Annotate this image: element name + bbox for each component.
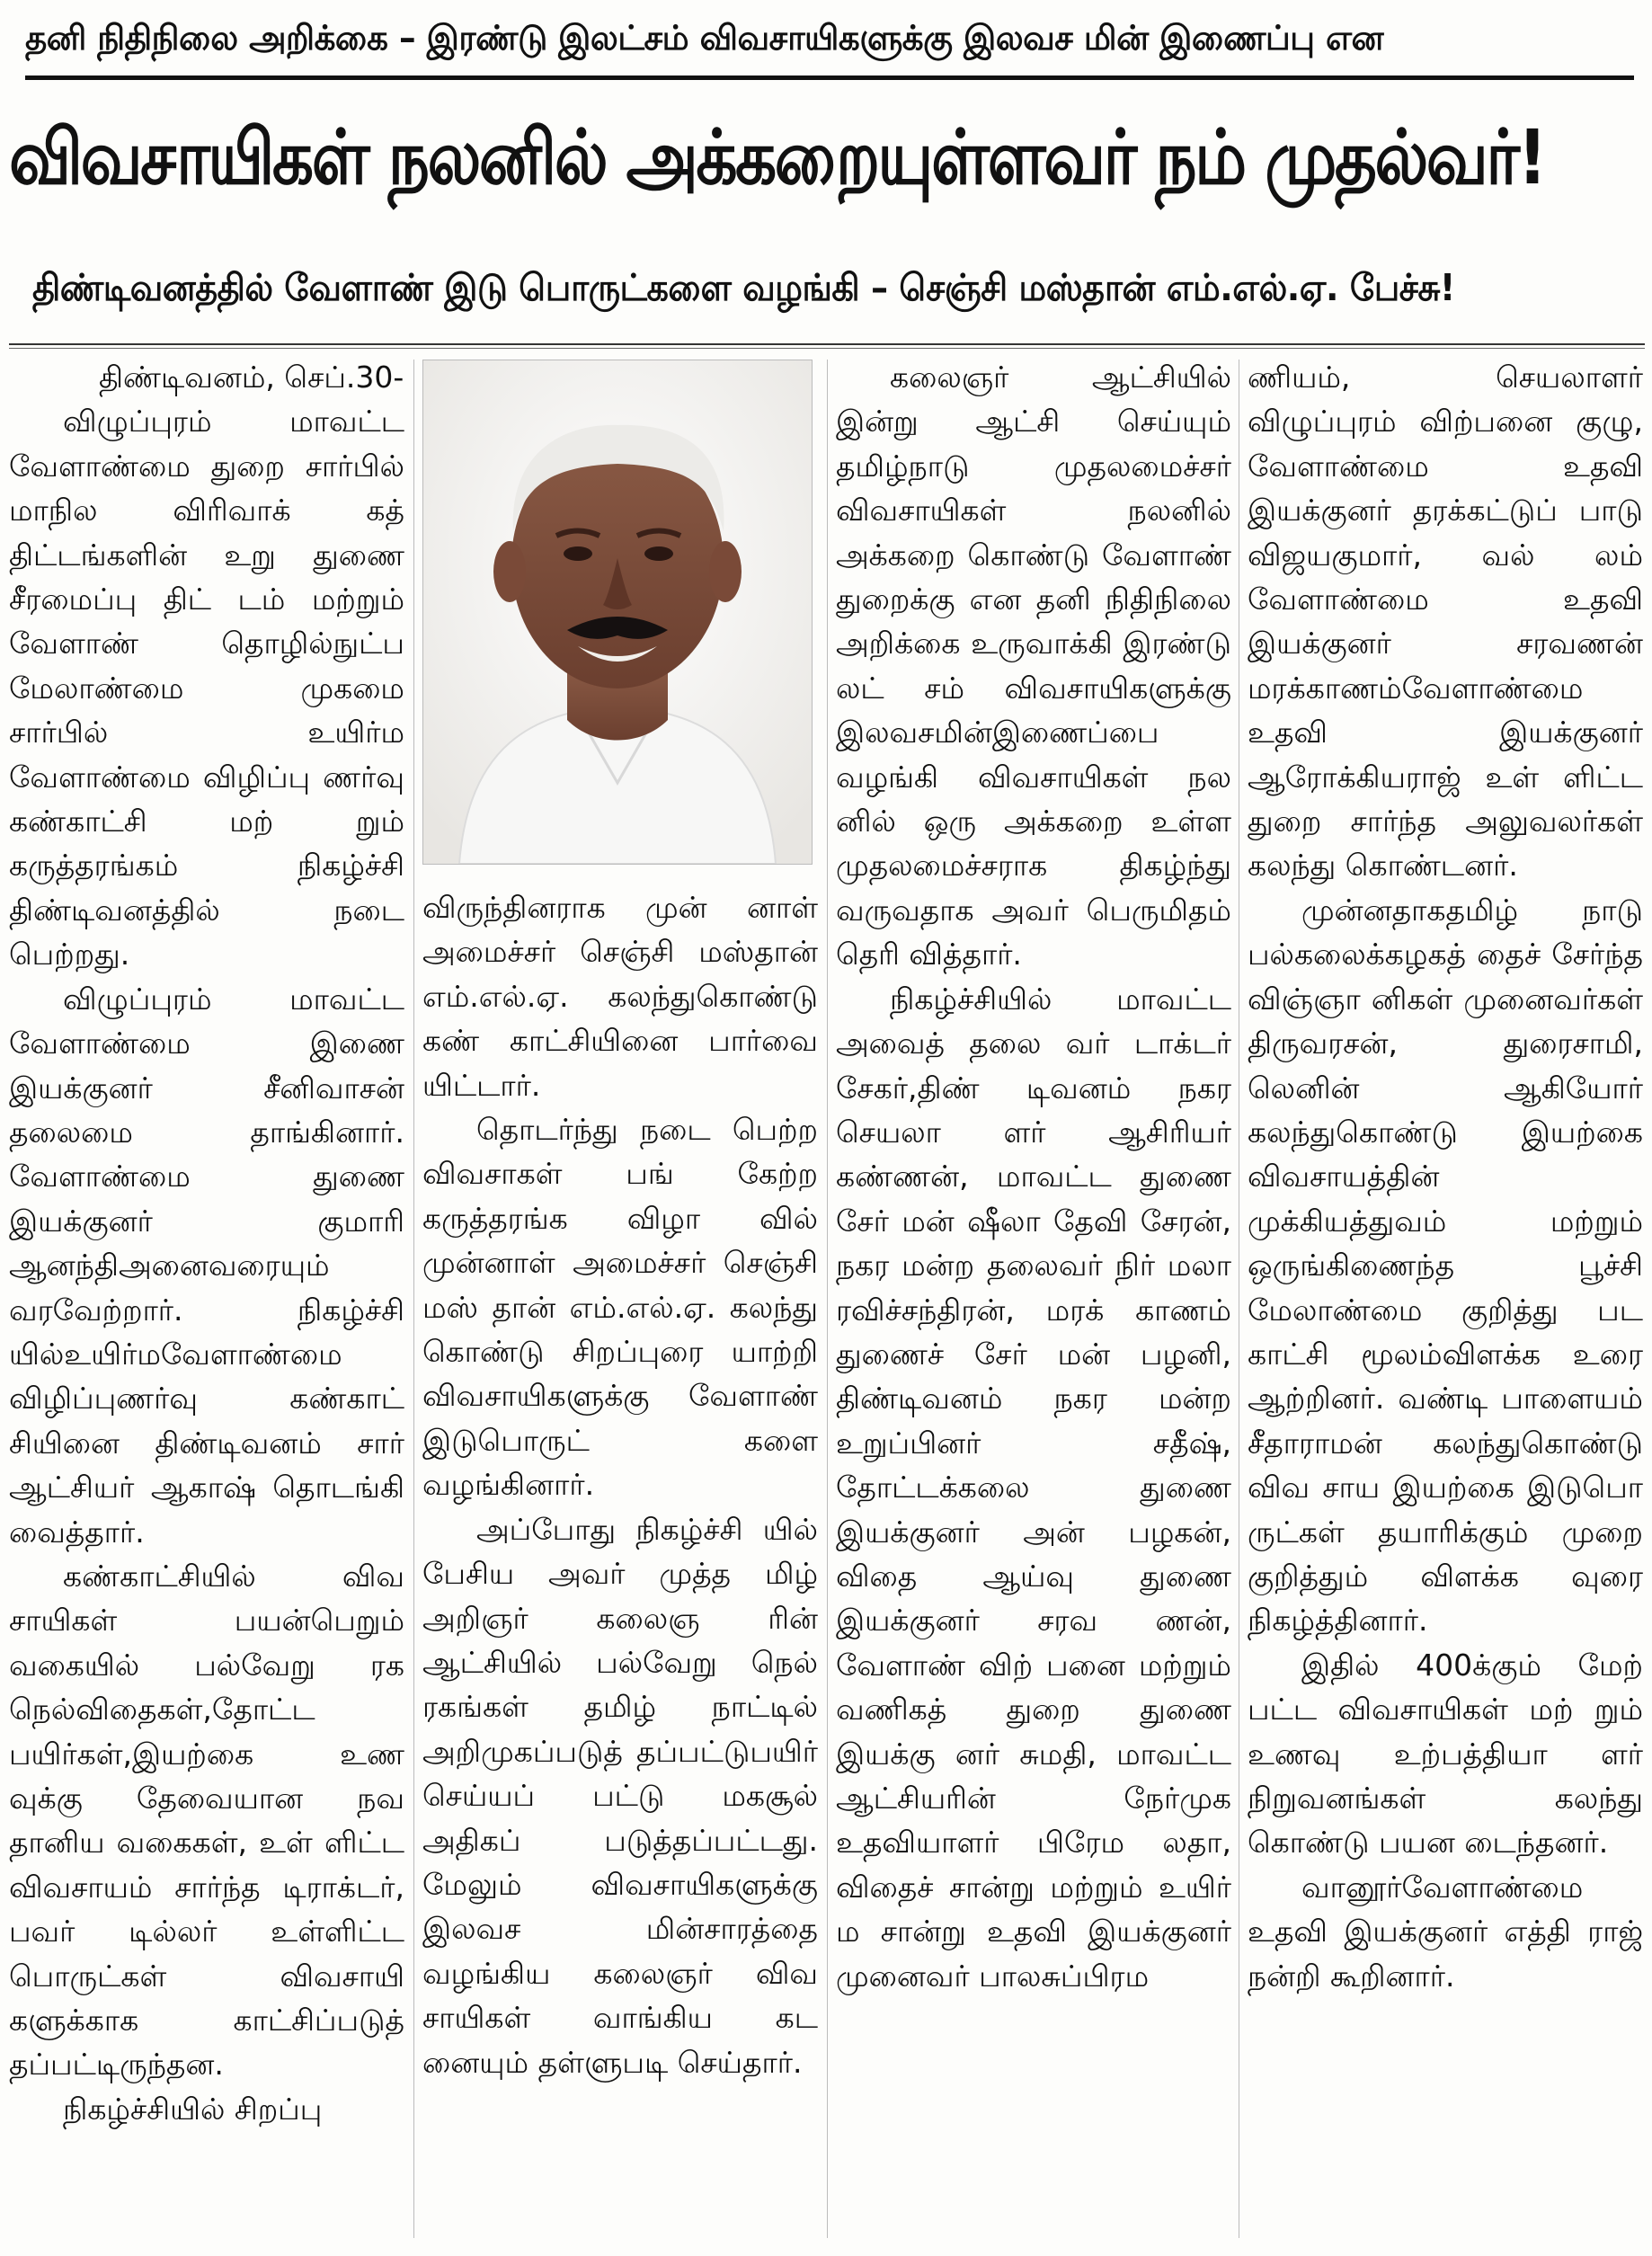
header-rule [9,343,1645,345]
article-paragraph: முன்னதாகதமிழ் நாடு பல்கலைக்கழகத் தைச் சேர்ந்த விஞ்ஞா னிகள் முனைவர்கள் திருவரசன், துரைசாமி, லெனின் ஆகியோர் கலந்துகொண்டு இயற்கை விவசாயத்தின் முக்கியத்துவம் மற்றும் ஒருங்கிணைந்த பூச்சி மேலாண்மை குறித்து பட காட்சி மூலம்விளக்க உரை ஆற்றினர். வண்டி பாளையம் சீதாராமன் கலந்துகொண்டு விவ சாய இயற்கை இடுபொ ருட்கள் தயாரிக்கும் முறை குறித்தும் விளக்க வுரை நிகழ்த்தினார். [1248,892,1643,1639]
article-column-3 [836,355,1231,2243]
sub-headline: திண்டிவனத்தில் வேளாண் இடு பொருட்களை வழங்கி – செஞ்சி மஸ்தான் எம்.எல்.ஏ. பேச்சு! [32,266,1455,309]
article-column-1 [9,355,404,2243]
article-paragraph: கலைஞர் ஆட்சியில் இன்று ஆட்சி செய்யும் தமிழ்நாடு முதலமைச்சர் விவசாயிகள் நலனில் அக்கறை கொண்டு வேளாண் துறைக்கு என தனி நிதிநிலை அறிக்கை உருவாக்கி இரண்டு லட் சம் விவசாயிகளுக்கு இலவசமின்இணைப்பை வழங்கி விவசாயிகள் நல னில் ஒரு அக்கறை உள்ள முதலமைச்சராக திகழ்ந்து வருவதாக அவர் பெருமிதம் தெரி வித்தார். [836,360,1231,973]
article-paragraph: ணியம், செயலாளர் விழுப்புரம் விற்பனை குழு, வேளாண்மை உதவி இயக்குனர் தரக்கட்டுப் பாடு விஜயகுமார், வல் லம் வேளாண்மை உதவி இயக்குனர் சரவணன் மரக்காணம்வேளாண்மை உதவி இயக்குனர் ஆரோக்கியராஜ் உள் ளிட்ட துறை சார்ந்த அலுவலர்கள் கலந்து கொண்டனர். [1248,360,1643,884]
portrait-photo-icon [423,360,812,864]
column-divider [413,360,414,2238]
kicker-rule [25,75,1634,80]
article-paragraph: தொடர்ந்து நடை பெற்ற விவசாகள் பங் கேற்ற கருத்தரங்க விழா வில் முன்னாள் அமைச்சர் செஞ்சி மஸ் தான் எம்.எல்.ஏ. கலந்து கொண்டு சிறப்புரை யாற்றி விவசாயிகளுக்கு வேளாண் இடுபொருட் களை வழங்கினார். [422,1112,818,1503]
article-paragraph: வானூர்வேளாண்மை உதவி இயக்குனர் எத்தி ராஜ் நன்றி கூறினார். [1248,1869,1643,1994]
article-paragraph: அப்போது நிகழ்ச்சி யில் பேசிய அவர் முத்த மிழ் அறிஞர் கலைஞ ரின் ஆட்சியில் பல்வேறு நெல் ரகங்கள் தமிழ் நாட்டில் அறிமுகப்படுத் தப்பட்டுபயிர் செய்யப் பட்டு மகசூல் அதிகப் படுத்தப்பட்டது. மேலும் விவசாயிகளுக்கு இலவச மின்சாரத்தை வழங்கிய கலைஞர் விவ சாயிகள் வாங்கிய கட னையும் தள்ளுபடி செய்தார். [422,1511,818,2080]
main-headline: விவசாயிகள் நலனில் அக்கறையுள்ளவர் நம் முதல்வர்! [9,113,1545,201]
dateline: திண்டிவனம், செப்.30- [99,360,404,395]
article-paragraph: நிகழ்ச்சியில் சிறப்பு [63,2091,323,2127]
article-column-4 [1248,355,1643,2243]
article-paragraph: இதில் 400க்கும் மேற் பட்ட விவசாயிகள் மற் றும் உணவு உற்பத்தியா ளர் நிறுவனங்கள் கலந்து கொண்டு பயன டைந்தனர். [1248,1647,1643,1861]
article-paragraph: விழுப்புரம் மாவட்ட வேளாண்மை துறை சார்பில் மாநில விரிவாக் கத் திட்டங்களின் உறு துணை சீரமைப்பு திட் டம் மற்றும் வேளாண் தொழில்நுட்ப மேலாண்மை முகமை சார்பில் உயிர்ம வேளாண்மை விழிப்பு ணர்வு கண்காட்சி மற் றும் கருத்தரங்கம் நிகழ்ச்சி திண்டிவனத்தில் நடை பெற்றது. [9,404,404,973]
article-column-2 [422,885,818,2243]
article-paragraph: விழுப்புரம் மாவட்ட வேளாண்மை இணை இயக்குனர் சீனிவாசன் தலைமை தாங்கினார். வேளாண்மை துணை இயக்குனர் குமாரி ஆனந்திஅனைவரையும் வரவேற்றார். நிகழ்ச்சி யில்உயிர்மவேளாண்மை விழிப்புணர்வு கண்காட் சியினை திண்டிவனம் சார் ஆட்சியர் ஆகாஷ் தொடங்கி வைத்தார். [9,981,404,1550]
portrait-photo [422,360,813,865]
article-paragraph: விருந்தினராக முன் னாள் அமைச்சர் செஞ்சி மஸ்தான் எம்.எல்.ஏ. கலந்துகொண்டு கண் காட்சியினை பார்வை யிட்டார். [422,890,818,1103]
kicker-headline: தனி நிதிநிலை அறிக்கை – இரண்டு இலட்சம் விவசாயிகளுக்கு இலவச மின் இணைப்பு என [25,18,1384,58]
article-paragraph: நிகழ்ச்சியில் மாவட்ட அவைத் தலை வர் டாக்டர் சேகர்,திண் டிவனம் நகர செயலா ளர் ஆசிரியர் கண்ணன், மாவட்ட துணை சேர் மன் ஷீலா தேவி சேரன், நகர மன்ற தலைவர் நிர் மலா ரவிச்சந்திரன், மரக் காணம் துணைச் சேர் மன் பழனி, திண்டிவனம் நகர மன்ற உறுப்பினர் சதீஷ், தோட்டக்கலை துணை இயக்குனர் அன் பழகன், விதை ஆய்வு துணை இயக்குனர் சரவ ணன், வேளாண் விற் பனை மற்றும் வணிகத் துறை துணை இயக்கு னர் சுமதி, மாவட்ட ஆட்சியரின் நேர்முக உதவியாளர் பிரேம லதா, விதைச் சான்று மற்றும் உயிர் ம சான்று உதவி இயக்குனர் முனைவர் பாலசுப்பிரம [836,981,1231,1994]
column-divider [827,360,828,2238]
article-paragraph: கண்காட்சியில் விவ சாயிகள் பயன்பெறும் வகையில் பல்வேறு ரக நெல்விதைகள்,தோட்ட பயிர்கள்,இயற்கை உண வுக்கு தேவையான நவ தானிய வகைகள், உள் ளிட்ட விவசாயம் சார்ந்த டிராக்டர், பவர் டில்லர் உள்ளிட்ட பொருட்கள் விவசாயி களுக்காக காட்சிப்படுத் தப்பட்டிருந்தன. [9,1558,404,2083]
header-rule-thin [9,348,1645,349]
